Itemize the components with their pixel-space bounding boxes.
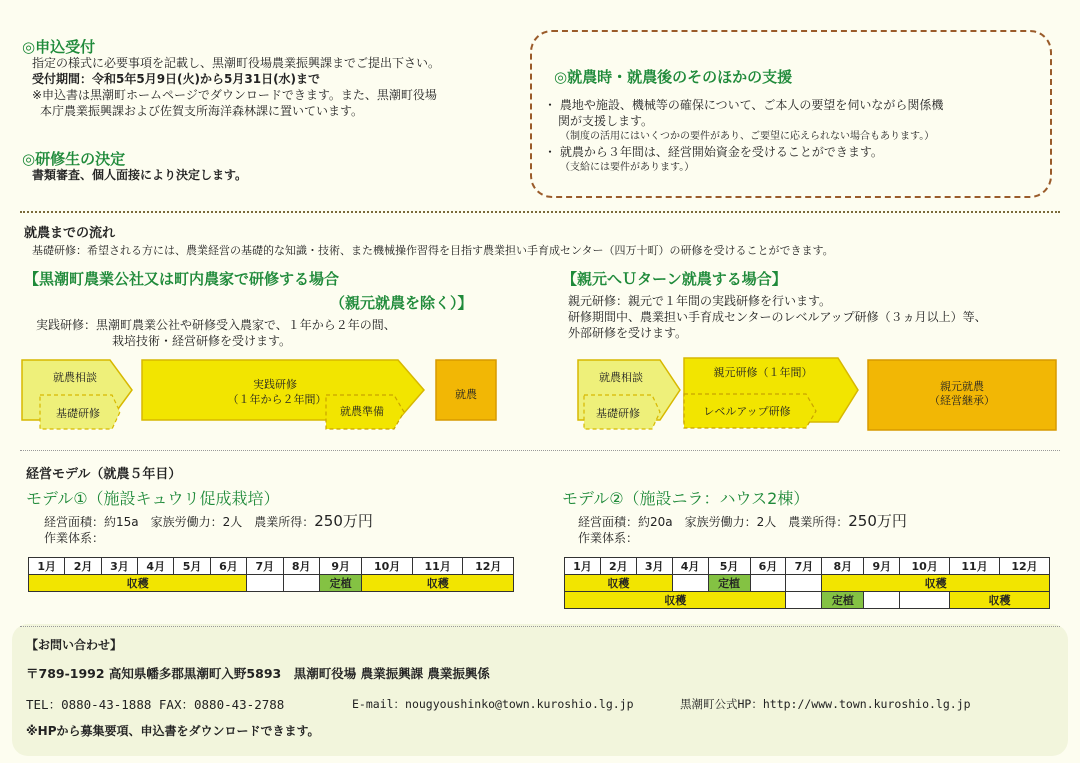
model2-harvest-1: 収穫 <box>565 575 673 592</box>
flow-left-label-prep: 就農準備 <box>340 405 384 418</box>
model2-empty-jun <box>750 575 786 592</box>
flow-left-label-practice: 実践研修 <box>253 378 297 391</box>
flow-left-desc1: 実践研修：黒潮町農業公社や研修受入農家で、１年から２年の間、 <box>36 318 396 332</box>
model1-system: 作業体系： <box>44 531 105 545</box>
model2-month-cell: 3月 <box>636 558 672 575</box>
model2-month-cell: 10月 <box>900 558 950 575</box>
apply-period: 受付期間：令和5年5月9日(火)から5月31日(水)まで <box>32 72 321 86</box>
model1-income: 250万円 <box>314 512 373 530</box>
model2-month-cell: 11月 <box>950 558 1000 575</box>
model1-area-label: 経営面積：約15a 家族労働力：2人 農業所得： <box>44 515 315 529</box>
model2-month-cell: 8月 <box>822 558 864 575</box>
contact-heading: 【お問い合わせ】 <box>26 638 123 652</box>
model2-empty2-oct <box>900 592 950 609</box>
contact-address: 〒789-1992 高知県幡多郡黒潮町入野5893 黒潮町役場 農業振興課 農業振興係 <box>26 666 490 681</box>
model2-income: 250万円 <box>848 512 907 530</box>
model1-harvest-2: 収穫 <box>362 575 514 592</box>
model2-plant-2: 定植 <box>822 592 864 609</box>
model1-title: モデル①（施設キュウリ促成栽培） <box>26 489 280 508</box>
contact-email[interactable]: E-mail：nougyoushinko@town.kuroshio.lg.jp <box>352 697 634 711</box>
flow-right-desc2: 研修期間中、農業担い手育成センターのレベルアップ研修（３ヵ月以上）等、 <box>568 310 987 324</box>
flow-right-desc1: 親元研修：親元で１年間の実践研修を行います。 <box>568 294 832 308</box>
model1-month-cell: 5月 <box>174 558 210 575</box>
model2-row2 <box>565 592 1050 609</box>
model2-row1 <box>565 575 1050 592</box>
flow-left-title1: 【黒潮町農業公社又は町内農家で研修する場合 <box>24 270 340 288</box>
contact-divider <box>20 626 1060 627</box>
model2-area-label: 経営面積：約20a 家族労働力：2人 農業所得： <box>578 515 849 529</box>
model1-plant: 定植 <box>319 575 362 592</box>
support-bullet2: ・ 就農から３年間は、経営開始資金を受けることができます。 <box>544 145 883 159</box>
model2-month-cell: 12月 <box>999 558 1049 575</box>
support-box <box>530 30 1052 198</box>
model1-month-cell: 11月 <box>412 558 463 575</box>
flow-basic: 基礎研修：希望される方には、農業経営の基礎的な知識・技術、また機械操作習得を目指す農業担い手育成センター（四万十町）の研修を受けることができます。 <box>32 244 834 257</box>
divider-2 <box>20 450 1060 451</box>
model2-calendar <box>564 557 1050 609</box>
flow-right-label-levelup: レベルアップ研修 <box>703 405 791 418</box>
apply-line3: ※申込書は黒潮町ホームページでダウンロードできます。また、黒潮町役場 <box>32 88 437 102</box>
flow-right-title: 【親元へＵターン就農する場合】 <box>562 270 787 288</box>
decision-line: 書類審査、個人面接により決定します。 <box>32 168 248 182</box>
model2-empty2-sep <box>864 592 900 609</box>
apply-line4: 本庁農業振興課および佐賀支所海洋森林課に置いています。 <box>40 104 364 118</box>
model1-month-cell: 1月 <box>29 558 65 575</box>
decision-heading: ◎研修生の決定 <box>22 150 126 168</box>
model2-empty2-jul <box>786 592 822 609</box>
flow-right-label-consult: 就農相談 <box>599 371 643 384</box>
contact-note: ※HPから募集要項、申込書をダウンロードできます。 <box>26 724 320 738</box>
support-note1: （制度の活用にはいくつかの要件があり、ご要望に応えられない場合もあります。） <box>560 131 935 142</box>
apply-heading: ◎申込受付 <box>22 38 96 56</box>
model2-month-cell: 2月 <box>600 558 636 575</box>
support-note2: （支給には要件があります。） <box>560 162 695 173</box>
contact-homepage[interactable]: 黒潮町公式HP：http://www.town.kuroshio.lg.jp <box>680 697 971 711</box>
model2-month-cell: 5月 <box>708 558 750 575</box>
support-heading: ◎就農時・就農後のそのほかの支援 <box>554 68 793 86</box>
model1-area <box>44 514 373 530</box>
flow-left-desc2: 栽培技術・経営研修を受けます。 <box>112 334 292 348</box>
flow-right-desc3: 外部研修を受けます。 <box>568 326 688 340</box>
flow-right-label-basic: 基礎研修 <box>596 407 640 420</box>
model1-month-cell: 12月 <box>463 558 514 575</box>
model2-month-cell: 1月 <box>565 558 601 575</box>
model2-harvest-3: 収穫 <box>565 592 786 609</box>
flow-right-label-parent: 親元研修（１年間） <box>713 366 813 379</box>
flow-right-label-inherit: （経営継承） <box>929 394 995 407</box>
model1-month-row <box>29 558 514 575</box>
model1-row1 <box>29 575 514 592</box>
divider <box>20 211 1060 213</box>
model2-harvest-4: 収穫 <box>950 592 1050 609</box>
model1-empty-jul <box>247 575 283 592</box>
model1-month-cell: 10月 <box>362 558 413 575</box>
model2-harvest-2: 収穫 <box>822 575 1050 592</box>
model2-month-cell: 6月 <box>750 558 786 575</box>
flow-heading: 就農までの流れ <box>24 226 116 241</box>
model-heading: 経営モデル（就農５年目） <box>26 467 182 482</box>
model1-month-cell: 6月 <box>210 558 246 575</box>
flow-left-label-start: 就農 <box>455 388 477 401</box>
flow-left-label-consult: 就農相談 <box>53 371 97 384</box>
model1-month-cell: 2月 <box>65 558 101 575</box>
model2-empty-jul <box>786 575 822 592</box>
contact-box <box>12 624 1068 756</box>
support-bullet1-cont: 関が支援します。 <box>558 114 654 128</box>
contact-tel: TEL：0880-43-1888 FAX：0880-43-2788 <box>26 697 285 712</box>
model2-area <box>578 514 907 530</box>
model2-title: モデル②（施設ニラ：ハウス2棟） <box>562 489 810 508</box>
model1-month-cell: 4月 <box>138 558 174 575</box>
support-bullet1: ・ 農地や施設、機械等の確保について、ご本人の要望を伺いながら関係機 <box>544 98 944 112</box>
model1-calendar <box>28 557 514 592</box>
model2-month-cell: 9月 <box>864 558 900 575</box>
model1-month-cell: 7月 <box>247 558 283 575</box>
flow-left-label-basic: 基礎研修 <box>56 407 100 420</box>
flow-left-label-period: （１年から２年間） <box>227 393 327 406</box>
model2-empty-apr <box>672 575 708 592</box>
flow-left-title2: （親元就農を除く）】 <box>330 294 473 312</box>
model1-month-cell: 9月 <box>319 558 362 575</box>
flow-right-label-start: 親元就農 <box>940 380 984 393</box>
model2-system: 作業体系： <box>578 531 639 545</box>
model2-month-row <box>565 558 1050 575</box>
model1-month-cell: 3月 <box>101 558 137 575</box>
apply-line1: 指定の様式に必要事項を記載し、黒潮町役場農業振興課までご提出下さい。 <box>32 56 441 70</box>
model2-plant-1: 定植 <box>708 575 750 592</box>
model1-empty-aug <box>283 575 319 592</box>
model1-harvest-1: 収穫 <box>29 575 247 592</box>
model1-month-cell: 8月 <box>283 558 319 575</box>
model2-month-cell: 4月 <box>672 558 708 575</box>
model2-month-cell: 7月 <box>786 558 822 575</box>
